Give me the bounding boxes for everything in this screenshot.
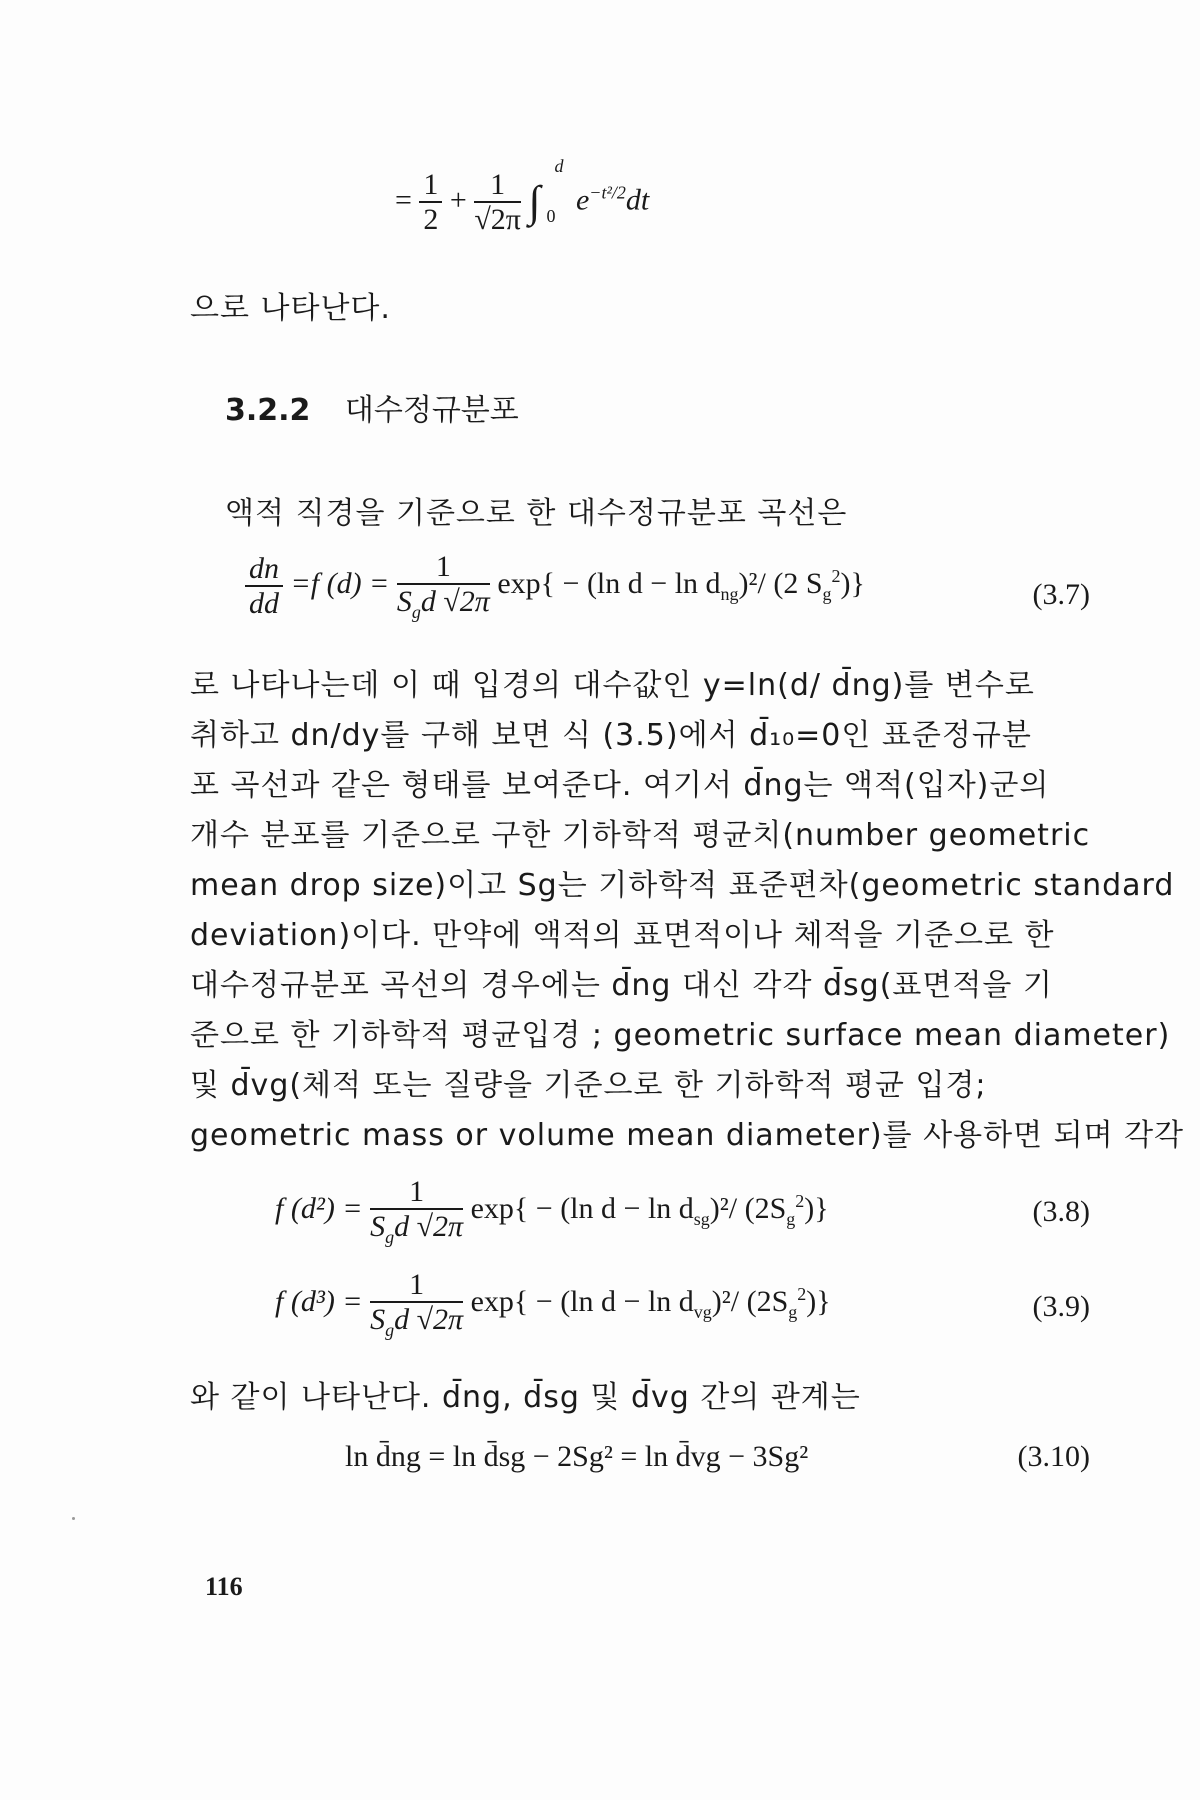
eq-top-fraction: $\frac{1}{√2\pi}$ xyxy=(474,168,521,236)
eq-top-half: $\frac{1}{2}$ xyxy=(419,168,442,238)
paragraph-2-line-6: deviation)이다. 만약에 액적의 표면적이나 체적을 기준으로 한 xyxy=(190,918,1055,953)
equation-3-8: f (d²) = $\frac{1}{S_gd √2\pi}$ exp{ − (ln $d - \ln d_{sg})^2/$ $(2S_g^2)$} xyxy=(275,1175,829,1247)
paragraph-2-line-1: 로 나타나는데 이 때 입경의 대수값인 y=ln(d/ d̄ng)를 변수로 xyxy=(190,668,1035,703)
paragraph-2-line-4: 개수 분포를 기준으로 구한 기하학적 평균치(number geometric xyxy=(190,818,1091,853)
paragraph-2-line-2: 취하고 dn/dy를 구해 보면 식 (3.5)에서 d̄₁₀=0인 표준정규분 xyxy=(190,718,1032,753)
paragraph-2-line-3: 포 곡선과 같은 형태를 보여준다. 여기서 d̄ng는 액적(입자)군의 xyxy=(190,768,1050,803)
page-number: 116 xyxy=(205,1572,243,1601)
section-number: 3.2.2 xyxy=(225,393,311,428)
paragraph-3: 와 같이 나타난다. d̄ng, d̄sg 및 d̄vg 간의 관계는 xyxy=(190,1380,861,1415)
paragraph-2-line-10: geometric mass or volume mean diameter)를 사용하면 되며 각각 xyxy=(190,1118,1185,1153)
section-heading xyxy=(225,385,519,429)
paragraph-2-line-9: 및 d̄vg(체적 또는 질량을 기준으로 한 기하학적 평균 입경; xyxy=(190,1068,987,1103)
paragraph-2-line-8: 준으로 한 기하학적 평균입경 ; geometric surface mean diameter) xyxy=(190,1018,1171,1053)
equation-top: = $\frac{1}{2}$ + $\frac{1}{√2\pi}$ ∫ d 0 $e^{-t^2/2}dt$ xyxy=(395,155,650,236)
section-title: 대수정규분포 xyxy=(344,393,519,428)
equation-number-3-10: (3.10) xyxy=(1017,1440,1090,1473)
paragraph-1: 액적 직경을 기준으로 한 대수정규분포 곡선은 xyxy=(225,496,848,531)
equation-number-3-7: (3.7) xyxy=(1032,578,1090,611)
equation-3-10: ln d̄ng = ln d̄sg − 2Sg² = ln d̄vg − 3Sg² xyxy=(345,1440,809,1473)
equation-number-3-9: (3.9) xyxy=(1032,1290,1090,1323)
equation-number-3-8: (3.8) xyxy=(1032,1195,1090,1228)
scan-speck xyxy=(72,1517,75,1520)
equation-3-9: f (d³) = $\frac{1}{S_gd √2\pi}$ exp{ − (ln $d - \ln d_{vg})^2/$ $(2S_g^2)$} xyxy=(275,1268,831,1340)
eq-top-equals: = xyxy=(395,183,412,217)
integral-sign: ∫ d 0 xyxy=(528,155,564,226)
paragraph-intro: 으로 나타난다. xyxy=(190,291,391,326)
paragraph-2-line-7: 대수정규분포 곡선의 경우에는 d̄ng 대신 각각 d̄sg(표면적을 기 xyxy=(190,968,1053,1003)
paragraph-2-line-5: mean drop size)이고 Sg는 기하학적 표준편차(geometric standard xyxy=(190,868,1175,903)
equation-3-7: $\frac{dn}{dd}$ =f (d) = $\frac{1}{S_gd √2\pi}$ exp{ − (ln $d - \ln d_{ng})^2/$ (2 $S_g^2$)} xyxy=(245,550,865,623)
